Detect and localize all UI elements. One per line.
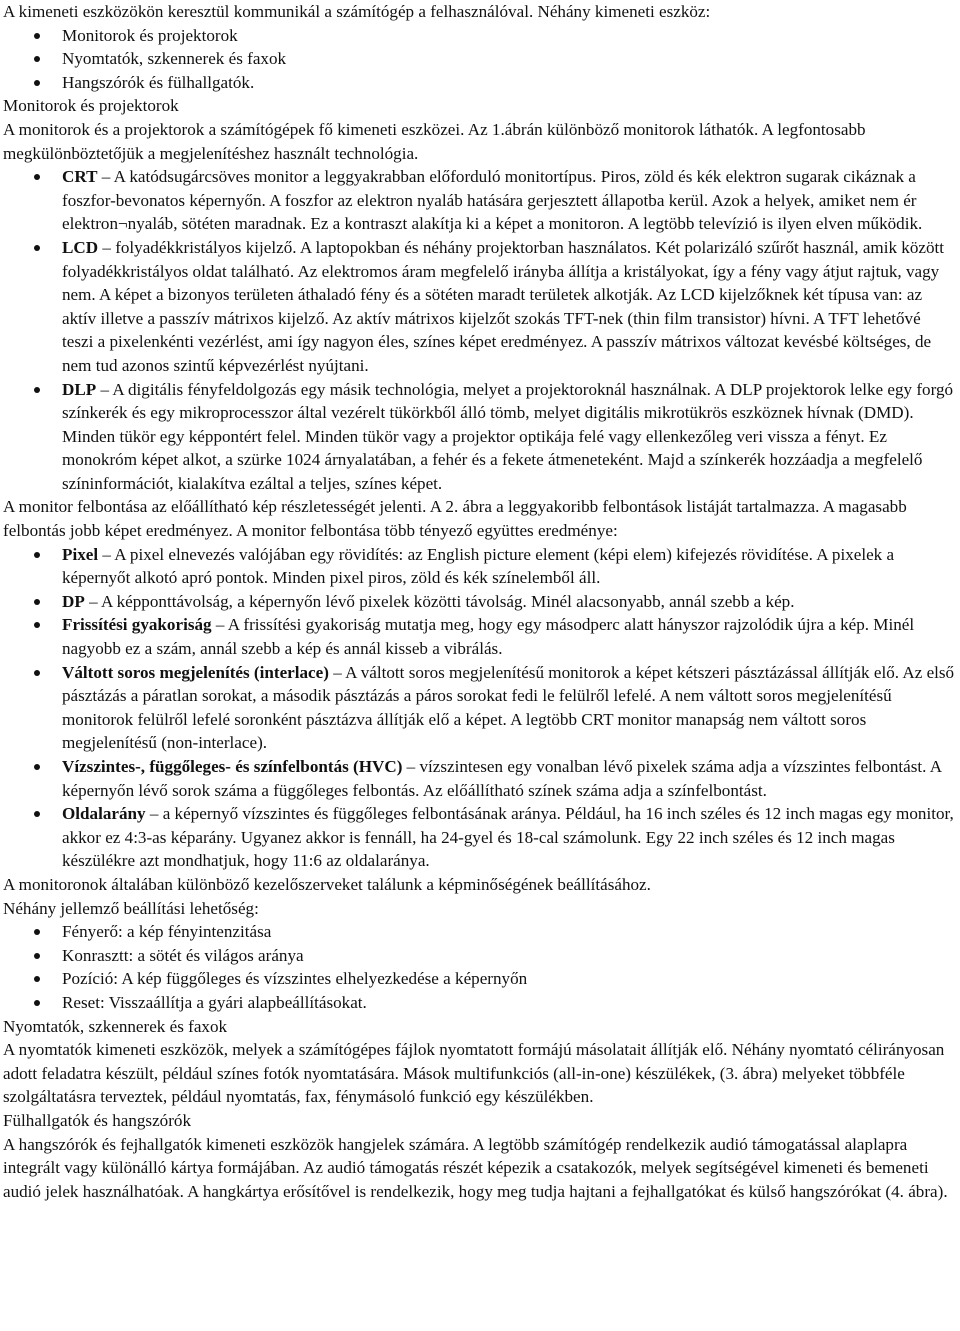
description-dlp: – A digitális fényfeldolgozás egy másik technológia, melyet a projektoroknál használnak. A DLP projektorok lelke egy forgó színkerék és egy mikroprocesszor által vezérelt tükörkből álló tömb, melyet digitális mikrotükrös eszköznek hívnak (DMD). Minden tükör egy képpontért felel. Minden tükör vagy a projektor optikája felé vagy ellenkezőleg veri vissza a fényt. Ez monokróm képet alkot, a szürke 1024 árnyalatában, a fehér és a fekete átmeneteként. Majd a színkerék hozzáadja a megfelelő színinformációt, kialakítva ezáltal a teljes, színes képet. bbox=[62, 379, 954, 493]
intro-paragraph: A kimeneti eszközökön keresztül kommunikál a számítógép a felhasználóval. Néhány kimeneti eszköz: bbox=[3, 2, 711, 21]
list-item-aspect-ratio bbox=[3, 802, 956, 873]
list-item-refresh-rate bbox=[3, 613, 956, 660]
description-crt: – A katódsugárcsöves monitor a leggyakrabban előforduló monitortípus. Piros, zöld és kék elektron sugarak cikáznak a foszfor-bevonatos képernyőn. A foszfor az elektron nyaláb hatására gerjesztett állapotba kerül. Azok a helyek, amiket nem ér elektron¬nyaláb, sötéten maradnak. Ez a kontraszt alakítja ki a képet a monitoron. A legtöbb televízió is ilyen elven működik. bbox=[62, 167, 923, 234]
description-aspect-ratio: – a képernyő vízszintes és függőleges felbontásának aránya. Például, ha 16 inch széles és 12 inch magas egy monitor, akkor ez 4:3-as képarány. Ugyanez akkor is fennáll, ha 24-gyel és 18-cal számolunk. Egy 22 inch széles és 12 inch magas készülékre azt mondhatjuk, hogy 11:6 az oldalaránya. bbox=[62, 804, 954, 871]
term-dp: DP bbox=[62, 591, 85, 611]
list-item-hvc bbox=[3, 755, 956, 802]
controls-paragraph: A monitoronok általában különböző kezelőszerveket találunk a képminőségének beállításához. bbox=[3, 874, 651, 894]
controls-subheading: Néhány jellemző beállítási lehetőség: bbox=[3, 898, 259, 918]
resolution-factor-list bbox=[3, 543, 956, 873]
list-item: Reset: Visszaállítja a gyári alapbeállításokat. bbox=[3, 991, 956, 1015]
printers-heading: Nyomtatók, szkennerek és faxok bbox=[3, 1016, 228, 1036]
resolution-paragraph: A monitor felbontása az előállítható kép részletességét jelenti. A 2. ábra a leggyakoribb felbontások listáját tartalmazza. A magasabb felbontás jobb képet eredményez. A monitor felbontása több tényező együttes eredménye: bbox=[3, 497, 907, 541]
list-item: Konrasztt: a sötét és világos aránya bbox=[3, 944, 956, 968]
list-item: Nyomtatók, szkennerek és faxok bbox=[3, 47, 956, 71]
monitor-technology-list bbox=[3, 165, 956, 495]
list-item: Fényerő: a kép fényintenzitása bbox=[3, 920, 956, 944]
list-item-crt bbox=[3, 165, 956, 236]
audio-paragraph: A hangszórók és fejhallgatók kimeneti eszközök hangjelek számára. A legtöbb számítógép rendelkezik audió támogatással alaplapra integrált vagy különálló kártya formájában. Az audió támogatás részét képezik a csatakozók, melyek segítségével kimeneti és bemeneti audió jelek használhatóak. A hangkártya erősítővel is rendelkezik, hogy meg tudja hajtani a fejhallgatókat és külső hangszórókat (4. ábra). bbox=[3, 1134, 948, 1201]
description-pixel: – A pixel elnevezés valójában egy rövidítés: az English picture element (képi elem) kifejezés rövidítése. A pixelek a képernyőt alkotó apró pontok. Minden pixel piros, zöld és kék színelemből áll. bbox=[62, 544, 895, 588]
list-item: Pozíció: A kép függőleges és vízszintes elhelyezkedése a képernyőn bbox=[3, 967, 956, 991]
monitors-heading: Monitorok és projektorok bbox=[3, 96, 179, 116]
term-refresh-rate: Frissítési gyakoriság bbox=[62, 615, 212, 635]
term-pixel: Pixel bbox=[62, 544, 99, 564]
list-item-dlp bbox=[3, 378, 956, 496]
term-hvc: Vízszintes-, függőleges- és színfelbontás (HVC) bbox=[62, 757, 403, 776]
term-lcd: LCD bbox=[62, 237, 99, 257]
monitor-controls-list bbox=[3, 920, 956, 1014]
list-item: Hangszórók és fülhallgatók. bbox=[3, 71, 956, 95]
description-interlace: – A váltott soros megjelenítésű monitorok a képet kétszeri pásztázással állítják elő. Az első pásztázás a páratlan sorokat, a második pásztázás a páros sorokat fedi le felülről lefelé. A nem váltott soros megjelenítésű monitorok felülről lefelé soronként pásztázva állítják elő a képet. A legtöbb CRT monitor manapság nem váltott soros megjelenítésű (non-interlace). bbox=[62, 662, 955, 753]
list-item: Monitorok és projektorok bbox=[3, 24, 956, 48]
term-aspect-ratio: Oldalarány bbox=[62, 804, 146, 824]
output-device-list bbox=[3, 24, 956, 95]
printers-paragraph: A nyomtatók kimeneti eszközök, melyek a számítógépes fájlok nyomtatott formájú másolatait állítják elő. Néhány nyomtató célirányosan adott feladatra készült, például színes fotók nyomtatására. Mások multifunkciós (all-in-one) készülékek, (3. ábra) melyeket többféle szolgáltatásra terveztek, például nyomtatás, fax, fénymásoló funkció egy készülékben. bbox=[3, 1040, 945, 1107]
description-hvc: – vízszintesen egy vonalban lévő pixelek száma adja a vízszintes felbontást. A képernyőn lévő sorok száma a függőleges felbontás. Az előállítható színek száma adja a színfelbontást. bbox=[62, 757, 942, 800]
term-interlace: Váltott soros megjelenítés (interlace) bbox=[62, 662, 329, 682]
description-lcd: – folyadékkristályos kijelző. A laptopokban és néhány projektorban használatos. Két polarizáló szűrőt használ, amik között folyadékkristályos oldat található. Az elektromos áram megfelelő irányba állítja a kristályokat, így a fény vagy átjut rajtuk, vagy nem. A képet a bizonyos területen áthaladó fény és a sötéten maradt területek alkotják. Az LCD kijelzőknek két típusa van: az aktív illetve a passzív mátrixos kijelző. Az aktív mátrixos kijelzőt szokás TFT-nek (thin film transistor) hívni. A TFT lehetővé teszi a pixelenkénti vezérlést, ami így nagyon éles, színes képet eredményez. A passzív mátrixos változat kevésbé költséges, de nem tud azonos szintű képvezérlést nyújtani. bbox=[62, 237, 944, 375]
list-item-lcd bbox=[3, 236, 956, 378]
audio-heading: Fülhallgatók és hangszórók bbox=[3, 1110, 191, 1130]
description-refresh-rate: – A frissítési gyakoriság mutatja meg, hogy egy másodperc alatt hányszor rajzolódik újra a kép. Minél nagyobb ez a szám, annál szebb a kép és annál kisseb a vibrálás. bbox=[62, 615, 915, 659]
list-item-interlace bbox=[3, 661, 956, 755]
monitors-paragraph: A monitorok és a projektorok a számítógépek fő kimeneti eszközei. Az 1.ábrán különböző monitorok láthatók. A legfontosabb megkülönböztetőjük a megjelenítéshez használt technológia. bbox=[3, 119, 866, 163]
list-item-dp bbox=[3, 590, 956, 614]
list-item-pixel bbox=[3, 543, 956, 590]
term-crt: CRT bbox=[62, 167, 98, 187]
term-dlp: DLP bbox=[62, 379, 97, 399]
description-dp: – A képponttávolság, a képernyőn lévő pixelek közötti távolság. Minél alacsonyabb, annál szebb a kép. bbox=[84, 591, 795, 611]
